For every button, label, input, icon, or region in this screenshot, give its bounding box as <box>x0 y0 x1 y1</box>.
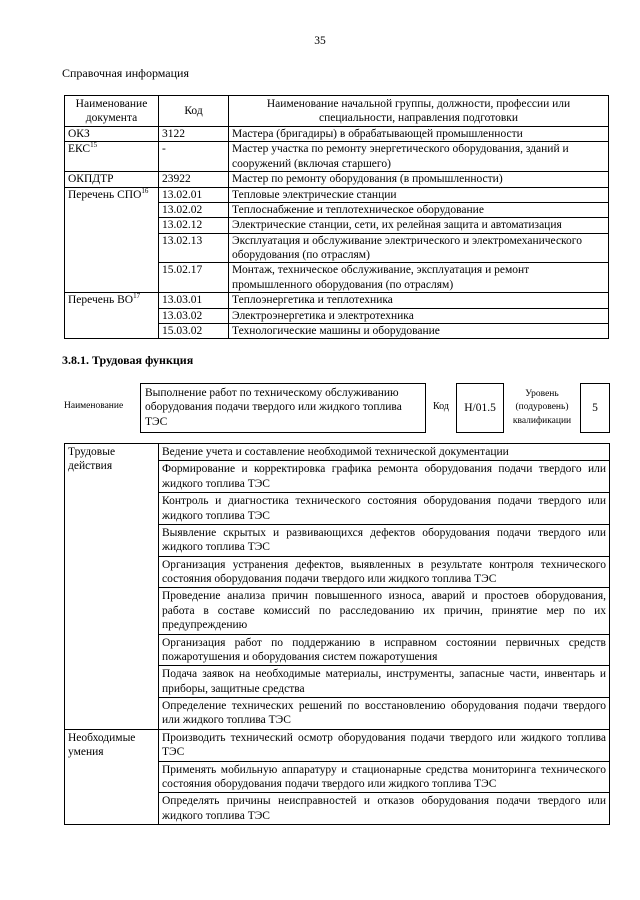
reference-code: 13.02.13 <box>159 233 229 263</box>
labor_actions-item: Формирование и корректировка графика ремонта оборудования подачи твердого или жидкого топлива ТЭС <box>159 461 610 493</box>
reference-table <box>64 95 609 339</box>
function-name-label: Наименование <box>64 401 124 411</box>
header-code: Код <box>159 96 229 127</box>
function-level-value: 5 <box>580 383 610 433</box>
header-document: Наименование документа <box>65 96 159 127</box>
reference-name: Теплоснабжение и теплотехническое оборудование <box>229 202 609 217</box>
footnote-ref: 17 <box>133 292 141 301</box>
reference-doc: ОКПДТР <box>68 173 114 186</box>
reference-name: Монтаж, техническое обслуживание, эксплуатация и ремонт промышленного оборудования (по отраслям) <box>229 263 609 293</box>
reference-doc-cell <box>65 187 159 293</box>
reference-code: 13.02.12 <box>159 218 229 233</box>
reference-name: Теплоэнергетика и теплотехника <box>229 293 609 308</box>
reference-doc-cell <box>65 142 159 172</box>
reference-name: Электрические станции, сети, их релейная защита и автоматизация <box>229 218 609 233</box>
reference-code: 3122 <box>159 127 229 142</box>
labor_actions-item: Подача заявок на необходимые материалы, инструменты, запасные части, инвентарь и приборы, защитные средства <box>159 666 610 698</box>
reference-code: 15.03.02 <box>159 323 229 338</box>
labor_actions-item: Организация работ по поддержанию в исправном состоянии первичных средств пожаротушения и оборудования систем пожаротушения <box>159 634 610 666</box>
skills-item: Определять причины неисправностей и отказов оборудования подачи твердого или жидкого топлива ТЭС <box>159 793 610 825</box>
reference-row <box>65 142 609 172</box>
function-table <box>64 443 610 825</box>
reference-code: - <box>159 142 229 172</box>
reference-code: 15.02.17 <box>159 263 229 293</box>
reference-header-row <box>65 96 609 127</box>
reference-body <box>65 127 609 339</box>
reference-doc-cell <box>65 127 159 142</box>
footnote-ref: 16 <box>141 186 149 195</box>
labor_actions-item: Проведение анализа причин повышенного износа, аварий и простоев оборудования, работа в составе комиссий по расследованию их причин, принятие мер по их предупреждению <box>159 588 610 634</box>
reference-code: 13.02.01 <box>159 187 229 202</box>
reference-doc-cell <box>65 293 159 339</box>
reference-row <box>65 187 609 202</box>
function-code-value: H/01.5 <box>456 383 504 433</box>
reference-name: Мастер по ремонту оборудования (в промышленности) <box>229 172 609 187</box>
reference-code: 23922 <box>159 172 229 187</box>
reference-code: 13.03.01 <box>159 293 229 308</box>
labor_actions-item: Определение технических решений по восстановлению оборудования подачи твердого или жидкого топлива ТЭС <box>159 698 610 730</box>
function-name-value: Выполнение работ по техническому обслуживанию оборудования подачи твердого или жидкого топлива ТЭС <box>140 383 426 433</box>
reference-name: Электроэнергетика и электротехника <box>229 308 609 323</box>
labor_actions-row <box>65 444 610 461</box>
reference-name: Технологические машины и оборудование <box>229 323 609 338</box>
function-code-label: Код <box>433 401 449 412</box>
page-number: 35 <box>314 35 326 47</box>
reference-row <box>65 172 609 187</box>
labor_actions-label: Трудовые действия <box>65 444 159 730</box>
reference-name: Мастера (бригадиры) в обрабатывающей промышленности <box>229 127 609 142</box>
skills-item: Производить технический осмотр оборудования подачи твердого или жидкого топлива ТЭС <box>159 729 610 761</box>
skills-label: Необходимые умения <box>65 729 159 824</box>
reference-name: Эксплуатация и обслуживание электрического и электромеханического оборудования (по отраслям) <box>229 233 609 263</box>
labor_actions-item: Контроль и диагностика технического состояния оборудования подачи твердого или жидкого топлива ТЭС <box>159 493 610 525</box>
function-body <box>65 444 610 825</box>
reference-code: 13.03.02 <box>159 308 229 323</box>
function-level-label: Уровень (подуровень) квалификации <box>512 389 572 426</box>
reference-row <box>65 293 609 308</box>
reference-doc: Перечень СПО <box>68 188 142 201</box>
reference-heading: Справочная информация <box>62 66 189 80</box>
reference-name: Мастер участка по ремонту энергетического оборудования, зданий и сооружений (включая старшего) <box>229 142 609 172</box>
reference-doc: ОКЗ <box>68 128 90 140</box>
skills-row <box>65 729 610 761</box>
reference-name: Тепловые электрические станции <box>229 187 609 202</box>
reference-doc: Перечень ВО <box>68 294 134 307</box>
section-heading: 3.8.1. Трудовая функция <box>62 353 194 367</box>
reference-doc: ЕКС <box>68 143 91 156</box>
skills-item: Применять мобильную аппаратуру и стационарные средства мониторинга технического состояния оборудования подачи твердого или жидкого топлива ТЭС <box>159 761 610 793</box>
header-name: Наименование начальной группы, должности, профессии или специальности, направления подготовки <box>229 96 609 127</box>
function-header <box>64 383 610 435</box>
labor_actions-item: Ведение учета и составление необходимой технической документации <box>159 444 610 461</box>
reference-doc-cell <box>65 172 159 187</box>
labor_actions-item: Выявление скрытых и развивающихся дефектов оборудования подачи твердого или жидкого топлива ТЭС <box>159 524 610 556</box>
footnote-ref: 15 <box>90 141 98 150</box>
reference-code: 13.02.02 <box>159 202 229 217</box>
labor_actions-item: Организация устранения дефектов, выявленных в результате контроля технического состояния оборудования подачи твердого или жидкого топлива ТЭС <box>159 556 610 588</box>
reference-row <box>65 127 609 142</box>
